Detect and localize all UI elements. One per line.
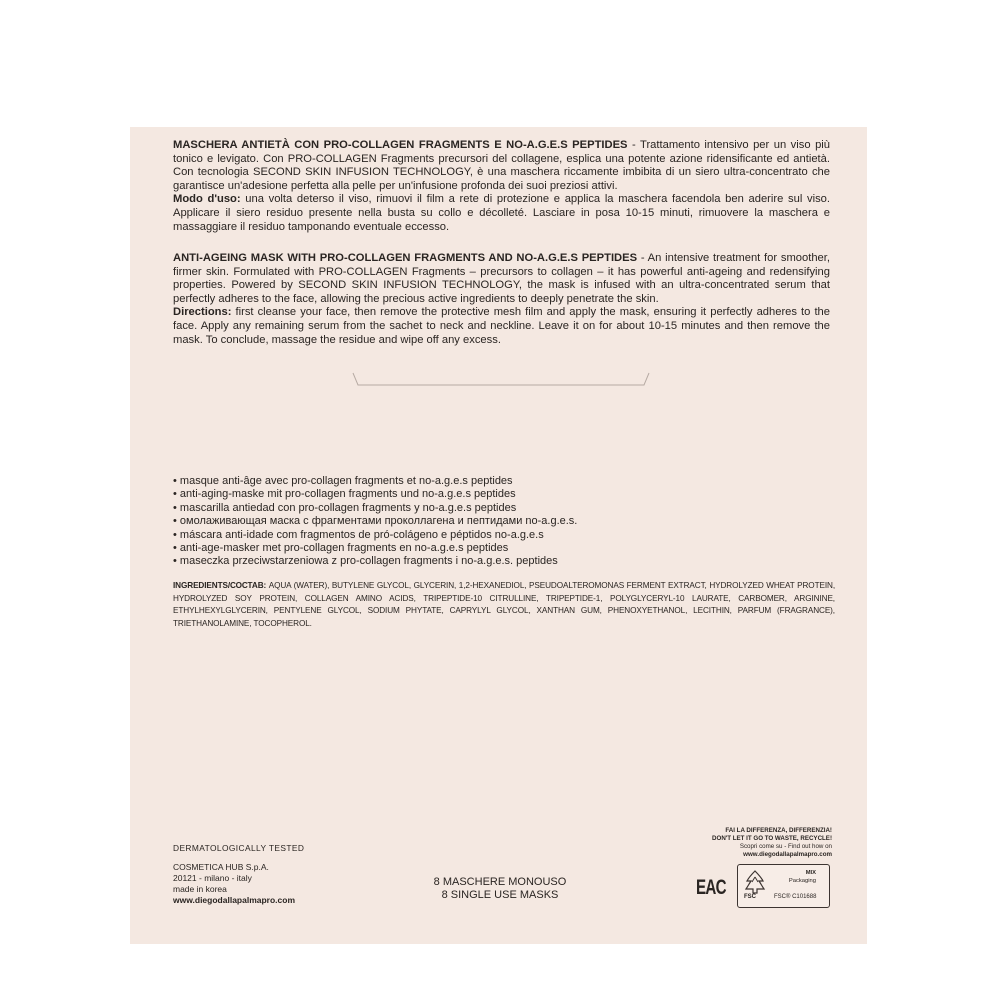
italian-intro: - Trattamento intensivo per un viso più tonico e levigato. Con PRO-COLLAGEN Fragments precursori del collagene, esplica una potente azione ridensificante ed antietà. Con tecnologia SECOND SKIN INFUSION TECHNOLOGY, è una maschera riccamente imbibita di un siero ultra-concentrato che garantisce un'adesione perfetta alla pelle per un'infusione profonda dei suoi preziosi attivi.	[173, 139, 830, 192]
manufacturer-info	[173, 843, 304, 906]
english-directions: first cleanse your face, then remove the protective mesh film and apply the mask, ensuring it perfectly adheres to the face. Apply any remaining serum from the sachet to neck and neckline. Leave it on for about 10-15 minutes and then remove the mask. To conclude, massage the residue and wipe off any excess.	[173, 306, 830, 346]
ingredients-list	[173, 580, 835, 630]
recycling-line-english: DON'T LET IT GO TO WASTE, RECYCLE!	[712, 835, 832, 842]
italian-heading: MASCHERA ANTIETÀ CON PRO-COLLAGEN FRAGMENTS E NO-A.G.E.S PEPTIDES	[173, 139, 628, 151]
count-english: 8 SINGLE USE MASKS	[441, 888, 559, 901]
ingredients-label: INGREDIENTS/СОСТАВ:	[173, 581, 267, 590]
english-description	[173, 252, 830, 347]
italian-description	[173, 139, 830, 234]
dermatologically-tested-label: DERMATOLOGICALLY TESTED	[173, 843, 305, 853]
ingredients-text: AQUA (WATER), BUTYLENE GLYCOL, GLYCERIN, 1,2-HEXANEDIOL, PSEUDOALTEROMONAS FERMENT EXTRACT, HYDROLYZED WHEAT PROTEIN, HYDROLYZED SOY PROTEIN, COLLAGEN AMINO ACIDS, TRIPEPTIDE-10 CITRULLINE, TRIPEPTIDE-1, POLYGLYCERYL-10 LAURATE, CARBOMER, ARGININE, ETHYLHEXYLGLYCERIN, PENTYLENE GLYCOL, SODIUM PHYTATE, CAPRYLYL GLYCOL, XANTHAN GUM, PHENOXYETHANOL, LECITHIN, PARFUM (FRAGRANCE), TRIETHANOLAMINE, TOCOPHEROL.	[173, 581, 835, 628]
italian-directions: una volta deterso il viso, rimuovi il film a rete di protezione e applica la maschera facendola ben aderire sul viso. Applicare il siero residuo presente nella busta su collo e décolleté. Lasciare in posa 10-15 minuti, rimuovere la maschera e massaggiare il residuo tamponando eventuale eccesso.	[173, 193, 830, 233]
website-link: www.diegodallapalmapro.com	[173, 895, 296, 905]
eac-mark-icon: EAC	[696, 876, 726, 899]
company-name: COSMETICA HUB S.p.A.	[173, 862, 269, 872]
company-address: 20121 - milano - italy	[173, 873, 252, 883]
fsc-tree-icon	[742, 869, 768, 895]
italian-directions-label: Modo d'uso:	[173, 193, 241, 206]
recycling-notice	[660, 827, 832, 859]
list-item: • anti-age-masker met pro-collagen fragments en no-a.g.e.s peptides	[173, 542, 509, 555]
english-heading: ANTI-AGEING MASK WITH PRO-COLLAGEN FRAGMENTS AND NO-A.G.E.S PEPTIDES	[173, 252, 638, 264]
country-of-origin: made in korea	[173, 884, 227, 894]
list-item: • mascarilla antiedad con pro-collagen fragments y no-a.g.e.s peptides	[173, 501, 517, 514]
box-flap-crease	[352, 372, 650, 388]
count-italian: 8 MASCHERE MONOUSO	[433, 876, 567, 888]
recycling-line-italian: FAI LA DIFFERENZA, DIFFERENZIA!	[725, 827, 832, 834]
english-directions-label: Directions:	[173, 306, 232, 319]
list-item: • máscara anti-idade com fragmentos de pró-colágeno e péptidos no-a.g.e.s	[173, 528, 544, 541]
recycling-website: www.diegodallapalmapro.com	[743, 851, 832, 858]
fsc-mix-label	[778, 870, 816, 885]
recycling-line-findout: Scopri come su - Find out how on	[739, 843, 832, 850]
list-item: • anti-aging-maske mit pro-collagen fragments und no-a.g.e.s peptides	[173, 488, 516, 501]
translations-list	[173, 475, 577, 569]
mask-count	[395, 876, 605, 901]
fsc-badge	[737, 864, 830, 908]
fsc-word: FSC	[744, 894, 756, 900]
list-item: • masque anti-âge avec pro-collagen fragments et no-a.g.e.s peptides	[173, 475, 513, 487]
list-item: • омолаживающая маска с фрагментами проколлагена и пептидами no-a.g.e.s.	[173, 515, 578, 528]
fsc-license-code: FSC® C101688	[774, 894, 817, 900]
list-item: • maseczka przeciwstarzeniowa z pro-collagen fragments i no-a.g.e.s. peptides	[173, 555, 558, 568]
package-back-panel	[130, 127, 867, 944]
fsc-mix: MIX	[805, 870, 816, 876]
fsc-packaging: Packaging	[788, 877, 816, 884]
english-intro: - An intensive treatment for smoother, firmer skin. Formulated with PRO-COLLAGEN Fragments – precursors to collagen – it has powerful anti-ageing and redensifying properties. Powered by SECOND SKIN INFUSION TECHNOLOGY, the mask is infused with an ultra-concentrated serum that perfectly adheres to the face, allowing the precious active ingredients to deeply penetrate the skin.	[173, 252, 830, 305]
